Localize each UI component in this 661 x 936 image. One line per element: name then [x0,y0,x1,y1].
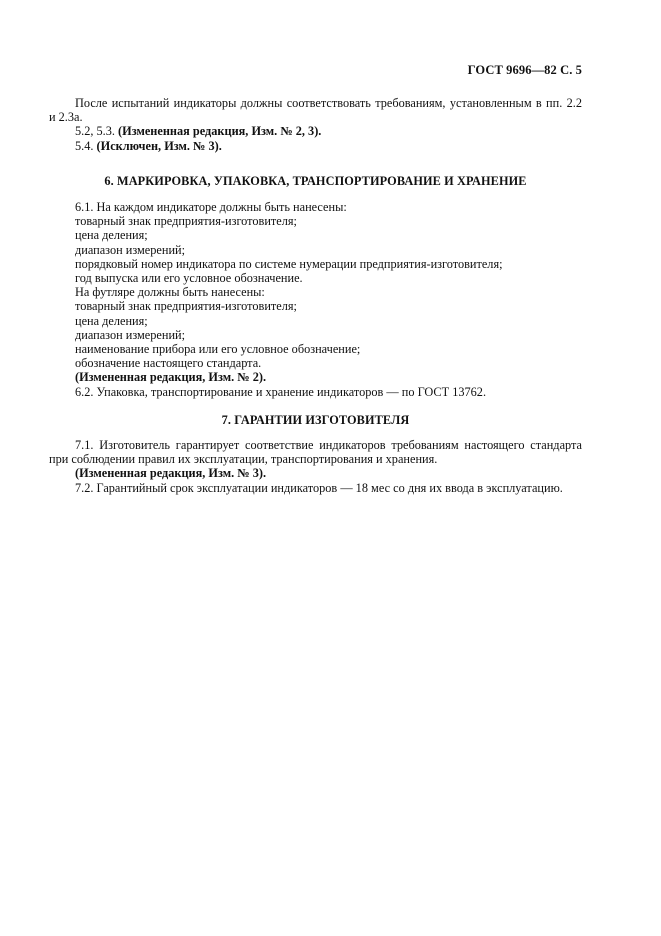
item-5-2-5-3-amendment: (Измененная редакция, Изм. № 2, 3). [118,124,322,139]
s7-item-7-1-line-2: при соблюдении правил их эксплуатации, транспортирования и хранения. [49,452,438,467]
section-7-heading: 7. ГАРАНТИИ ИЗГОТОВИТЕЛЯ [221,412,410,427]
s6-line: диапазон измерений; [75,242,186,257]
s6-line: год выпуска или его условное обозначение. [75,271,303,286]
s7-amendment: (Измененная редакция, Изм. № 3). [75,466,267,481]
s6-line: 6.1. На каждом индикаторе должны быть нанесены: [75,200,347,215]
section-6-heading: 6. МАРКИРОВКА, УПАКОВКА, ТРАНСПОРТИРОВАНИЕ И ХРАНЕНИЕ [104,173,527,188]
section-7-content [49,438,582,495]
document-body [49,96,582,495]
item-5-4-number: 5.4. [75,138,97,153]
page-header: ГОСТ 9696—82 С. 5 [467,63,582,77]
item-5-2-5-3-number: 5.2, 5.3. [75,124,119,139]
s6-amendment: (Измененная редакция, Изм. № 2). [75,370,267,385]
intro-line-1: После испытаний индикаторы должны соответствовать требованиям, установленным в пп. 2.2 [75,96,582,110]
s6-line: цена деления; [75,228,148,243]
item-5-4 [49,139,582,153]
s6-line: диапазон измерений; [75,327,186,342]
s7-item-7-2: 7.2. Гарантийный срок эксплуатации индикаторов — 18 мес со дня их ввода в эксплуатацию. [75,480,563,495]
s6-line: наименование прибора или его условное обозначение; [75,342,361,357]
s6-line: товарный знак предприятия-изготовителя; [75,214,297,229]
s7-item-7-1-line-1: 7.1. Изготовитель гарантирует соответствие индикаторов требованиям настоящего стандарта [75,438,582,453]
s6-item-6-2: 6.2. Упаковка, транспортирование и хранение индикаторов — по ГОСТ 13762. [75,384,487,399]
s6-line: обозначение настоящего стандарта. [75,356,262,371]
item-5-4-amendment: (Исключен, Изм. № 3). [96,138,222,153]
intro-line-2: и 2.3а. [49,110,83,125]
s6-line: цена деления; [75,313,148,328]
s6-line: товарный знак предприятия-изготовителя; [75,299,297,314]
s6-line: На футляре должны быть нанесены: [75,285,265,300]
s6-line: порядковый номер индикатора по системе нумерации предприятия-изготовителя; [75,256,503,271]
section-6-content [49,200,582,399]
item-5-2-5-3 [49,124,582,138]
